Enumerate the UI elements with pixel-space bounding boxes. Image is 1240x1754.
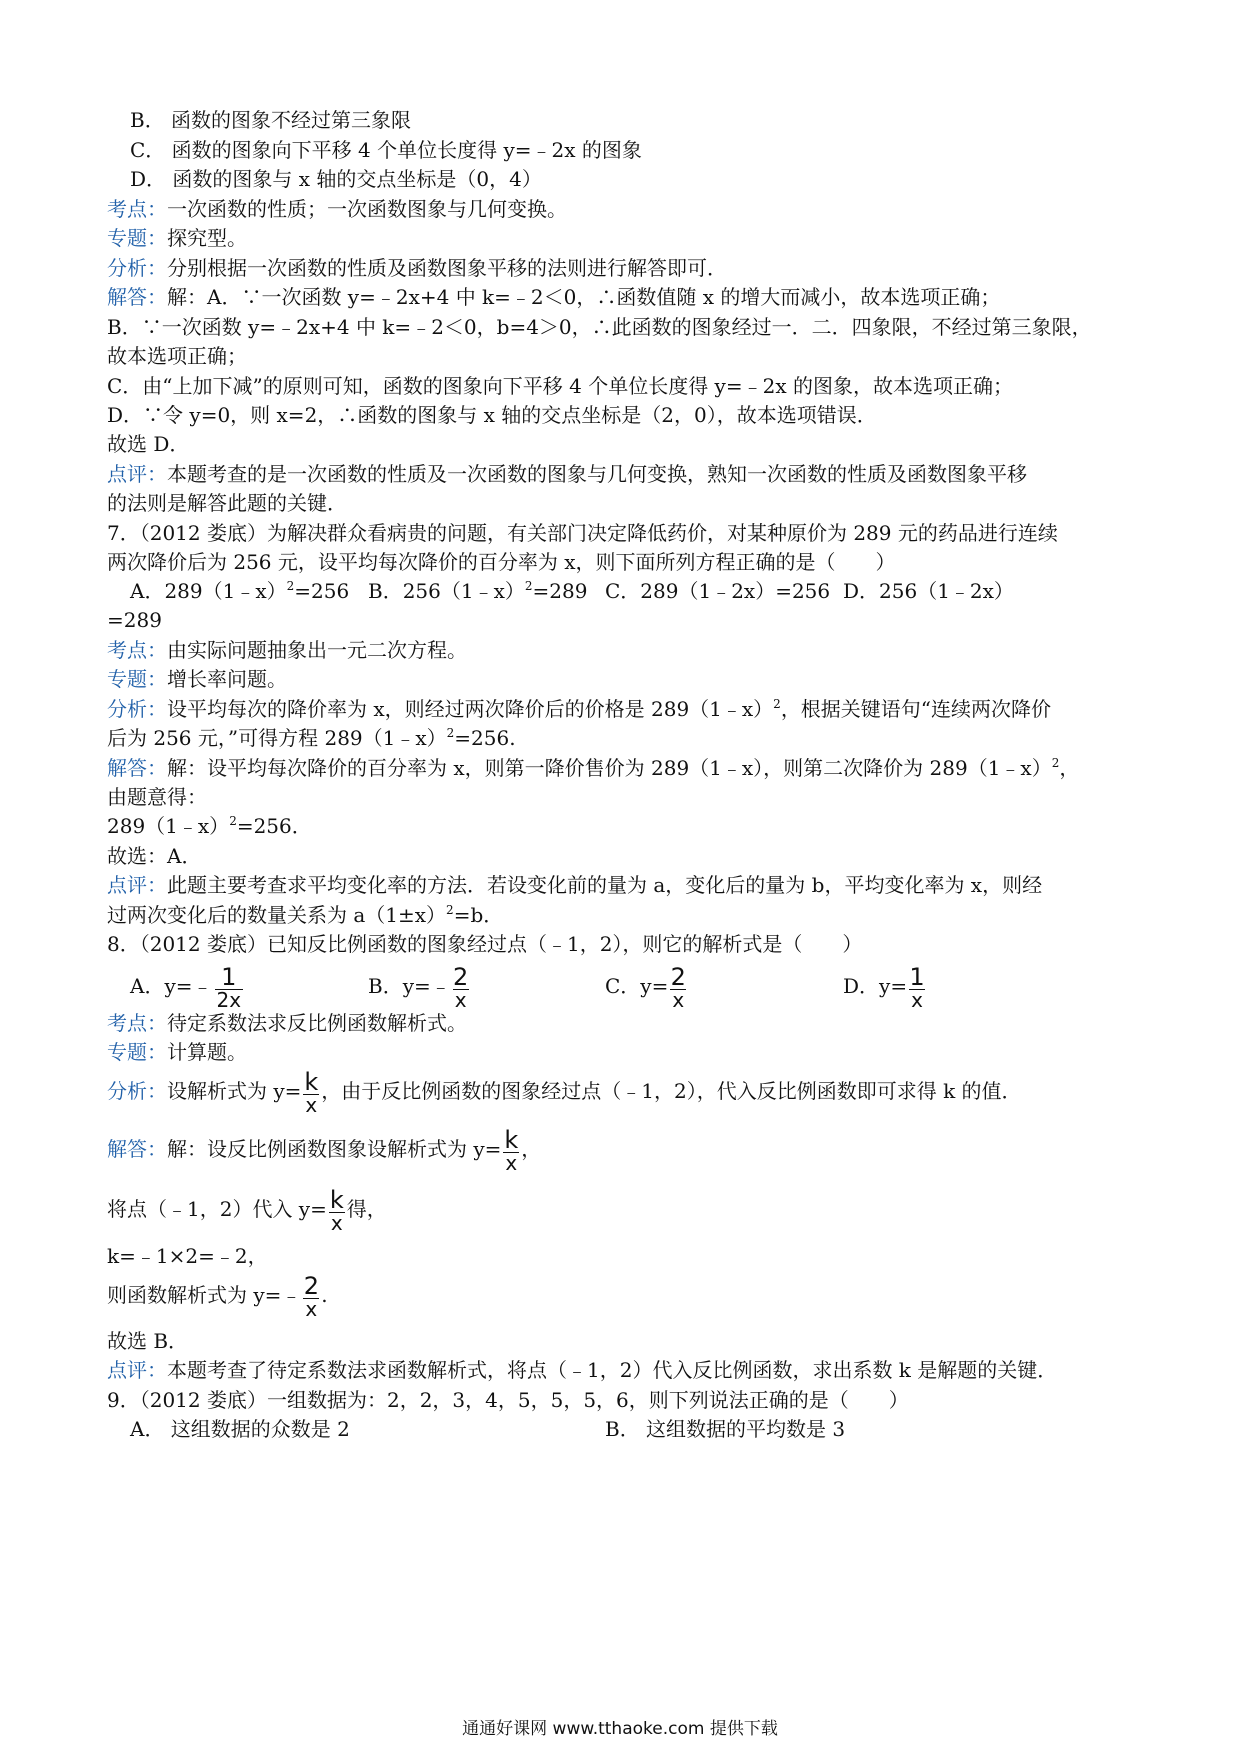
text: 由实际问题抽象出一元二次方程。: [167, 638, 467, 662]
option-d: D． 函数的图象与 x 轴的交点坐标是（0，4）: [130, 167, 542, 191]
text: A．y=﹣: [130, 974, 213, 998]
fraction: [670, 965, 686, 1010]
text: 过两次变化后的数量关系为 a（1±x）: [107, 903, 447, 927]
answer-choice: 故选 B．: [107, 1329, 189, 1353]
text: D．y=: [843, 974, 908, 998]
text: 增长率问题。: [167, 667, 287, 691]
superscript: 2: [446, 903, 454, 917]
q8-option-a: [130, 963, 245, 1010]
answer-text: C．由“上加下减”的原则可知，函数的图象向下平移 4 个单位长度得 y=﹣2x 的图象，故本选项正确；: [107, 374, 1013, 398]
option-c: C． 函数的图象向下平移 4 个单位长度得 y=﹣2x 的图象: [130, 138, 642, 162]
question-9: 9．（2012 娄底）一组数据为：2，2，3，4，5，5，5，6，则下列说法正确的是（ ）: [107, 1388, 909, 1412]
text: .: [321, 1283, 328, 1307]
text: A．289（1﹣x）: [130, 579, 287, 603]
numerator: 2: [453, 963, 469, 991]
answer-text: 由题意得：: [107, 785, 207, 809]
text: 则函数解析式为 y=﹣: [107, 1283, 302, 1307]
superscript: 2: [773, 697, 781, 711]
jieda-line: [107, 755, 1079, 781]
text: 分别根据一次函数的性质及函数图象平移的法则进行解答即可．: [167, 256, 727, 280]
text: 此题主要考查求平均变化率的方法．若设变化前的量为 a，变化后的量为 b，平均变化率为 x，则经: [167, 873, 1043, 897]
zhuanti-line: [107, 225, 247, 251]
answer-choice: 故选：A．: [107, 844, 202, 868]
numerator: 1: [909, 963, 925, 991]
text: B．256（1﹣x）: [368, 579, 525, 603]
section-label: 解答：: [107, 285, 167, 309]
text: 本题考查的是一次函数的性质及一次函数的图象与几何变换，熟知一次函数的性质及函数图象平移: [167, 462, 1027, 486]
answer-text: D．∵令 y=0，则 x=2，∴函数的图象与 x 轴的交点坐标是（2，0），故本选项错误．: [107, 403, 877, 427]
fenxi-line: [107, 696, 1051, 722]
answer-text: 的法则是解答此题的关键．: [107, 491, 347, 515]
q7-option-d-cont: =289: [107, 608, 162, 632]
answer-choice: 故选 D．: [107, 432, 190, 456]
kaodian-line: [107, 196, 567, 222]
section-label: 专题：: [107, 667, 167, 691]
fenxi-line: [107, 1068, 1022, 1115]
zhuanti-line: [107, 1039, 247, 1065]
numerator: k: [304, 1068, 319, 1096]
fraction: [909, 965, 925, 1010]
option-b: B． 函数的图象不经过第三象限: [130, 108, 412, 132]
text: B．y=﹣: [368, 974, 451, 998]
answer-text: k=﹣1×2=﹣2，: [107, 1244, 268, 1268]
section-label: 分析：: [107, 1079, 167, 1103]
section-label: 考点：: [107, 638, 167, 662]
fenxi-line: [107, 255, 727, 281]
fraction: [329, 1188, 345, 1233]
text: ，由于反比例函数的图象经过点（﹣1，2），代入反比例函数即可求得 k 的值．: [321, 1079, 1022, 1103]
text: 将点（﹣1，2）代入 y=: [107, 1197, 327, 1221]
answer-text: B．∵一次函数 y=﹣2x+4 中 k=﹣2＜0，b=4＞0，∴此函数的图象经过一．二．四象限，不经过第三象限，: [107, 315, 1092, 339]
denominator: x: [454, 988, 467, 1012]
section-label: 解答：: [107, 1137, 167, 1161]
section-label: 点评：: [107, 1358, 167, 1382]
fraction: [303, 1274, 319, 1319]
denominator: 2x: [216, 988, 242, 1012]
q7-option-b: [368, 578, 587, 604]
superscript: 2: [1051, 756, 1060, 770]
section-label: 点评：: [107, 873, 167, 897]
question-8: 8．（2012 娄底）已知反比例函数的图象经过点（﹣1，2），则它的解析式是（ ）: [107, 932, 863, 956]
answer-text: [107, 725, 516, 751]
q8-option-b: [368, 963, 471, 1010]
fraction: [503, 1128, 519, 1173]
text: C．y=: [605, 974, 669, 998]
fraction: [453, 965, 469, 1010]
text: 解：设平均每次降价的百分率为 x，则第一降价售价为 289（1﹣x），则第二次降价为 289（1﹣x）: [167, 756, 1052, 780]
numerator: 1: [221, 963, 237, 991]
text: 本题考查了待定系数法求函数解析式，将点（﹣1，2）代入反比例函数，求出系数 k 是解题的关键．: [167, 1358, 1058, 1382]
q7-option-a: [130, 578, 349, 604]
jieda-line: [107, 1126, 541, 1173]
denominator: x: [911, 988, 923, 1012]
section-label: 分析：: [107, 697, 167, 721]
q9-option-b: B． 这组数据的平均数是 3: [605, 1417, 846, 1441]
jieda-line: [107, 284, 1000, 310]
answer-text: 故本选项正确；: [107, 344, 247, 368]
text: 待定系数法求反比例函数解析式。: [167, 1011, 467, 1035]
dianping-line: [107, 872, 1042, 898]
section-label: 点评：: [107, 462, 167, 486]
q8-option-c: [605, 963, 688, 1010]
section-label: 专题：: [107, 226, 167, 250]
answer-text: [107, 1272, 328, 1319]
denominator: x: [505, 1151, 518, 1175]
fraction: [215, 965, 244, 1010]
section-label: 专题：: [107, 1040, 167, 1064]
question-7: 7．（2012 娄底）为解决群众看病贵的问题，有关部门决定降低药价，对某种原价为 289 元的药品进行连续: [107, 521, 1058, 545]
text: =b．: [453, 903, 504, 927]
numerator: 2: [670, 963, 686, 991]
denominator: x: [672, 988, 685, 1012]
text: 设平均每次的降价率为 x，则经过两次降价后的价格是 289（1﹣x）: [167, 697, 774, 721]
text: 一次函数的性质；一次函数图象与几何变换。: [167, 197, 567, 221]
kaodian-line: [107, 637, 467, 663]
q8-option-d: [843, 963, 927, 1010]
kaodian-line: [107, 1010, 467, 1036]
numerator: k: [504, 1126, 519, 1154]
section-label: 考点：: [107, 197, 167, 221]
superscript: 2: [524, 579, 533, 593]
zhuanti-line: [107, 666, 287, 692]
q7-option-d: D．256（1﹣2x）: [843, 579, 1014, 603]
section-label: 解答：: [107, 756, 167, 780]
q9-option-a: A． 这组数据的众数是 2: [130, 1417, 350, 1441]
answer-text: [107, 902, 503, 928]
superscript: 2: [229, 814, 237, 828]
denominator: x: [305, 1093, 318, 1117]
question-7-cont: 两次降价后为 256 元，设平均每次降价的百分率为 x，则下面所列方程正确的是（ ）: [107, 550, 896, 574]
text: 设解析式为 y=: [167, 1079, 302, 1103]
superscript: 2: [446, 726, 455, 740]
q7-option-c: C．289（1﹣2x）=256: [605, 579, 831, 603]
text: ，根据关键语句“连续两次降价: [780, 697, 1052, 721]
superscript: 2: [286, 579, 295, 593]
text: =256.: [454, 726, 516, 750]
text: =256: [294, 579, 350, 603]
denominator: x: [330, 1211, 343, 1235]
fraction: [303, 1070, 319, 1115]
numerator: 2: [303, 1272, 319, 1300]
text: 后为 256 元，”可得方程 289（1﹣x）: [107, 726, 447, 750]
section-label: 分析：: [107, 256, 167, 280]
text: ，: [1059, 756, 1080, 780]
text: 解：A．∵一次函数 y=﹣2x+4 中 k=﹣2＜0，∴函数值随 x 的增大而减小，故本选项正确；: [167, 285, 1001, 309]
text: 得，: [346, 1197, 387, 1221]
section-label: 考点：: [107, 1011, 167, 1035]
text: 计算题。: [167, 1040, 247, 1064]
numerator: k: [329, 1186, 344, 1214]
text: 探究型。: [167, 226, 247, 250]
dianping-line: [107, 461, 1027, 487]
answer-text: [107, 1186, 387, 1233]
text: 解：设反比例函数图象设解析式为 y=: [167, 1137, 502, 1161]
text: =289: [532, 579, 588, 603]
text: =256．: [236, 814, 312, 838]
denominator: x: [305, 1297, 318, 1321]
answer-text: [107, 813, 312, 839]
dianping-line: [107, 1357, 1057, 1383]
text: ，: [521, 1137, 542, 1161]
text: 289（1﹣x）: [107, 814, 230, 838]
page-footer: 通通好课网 www.tthaoke.com 提供下载: [462, 1719, 778, 1739]
